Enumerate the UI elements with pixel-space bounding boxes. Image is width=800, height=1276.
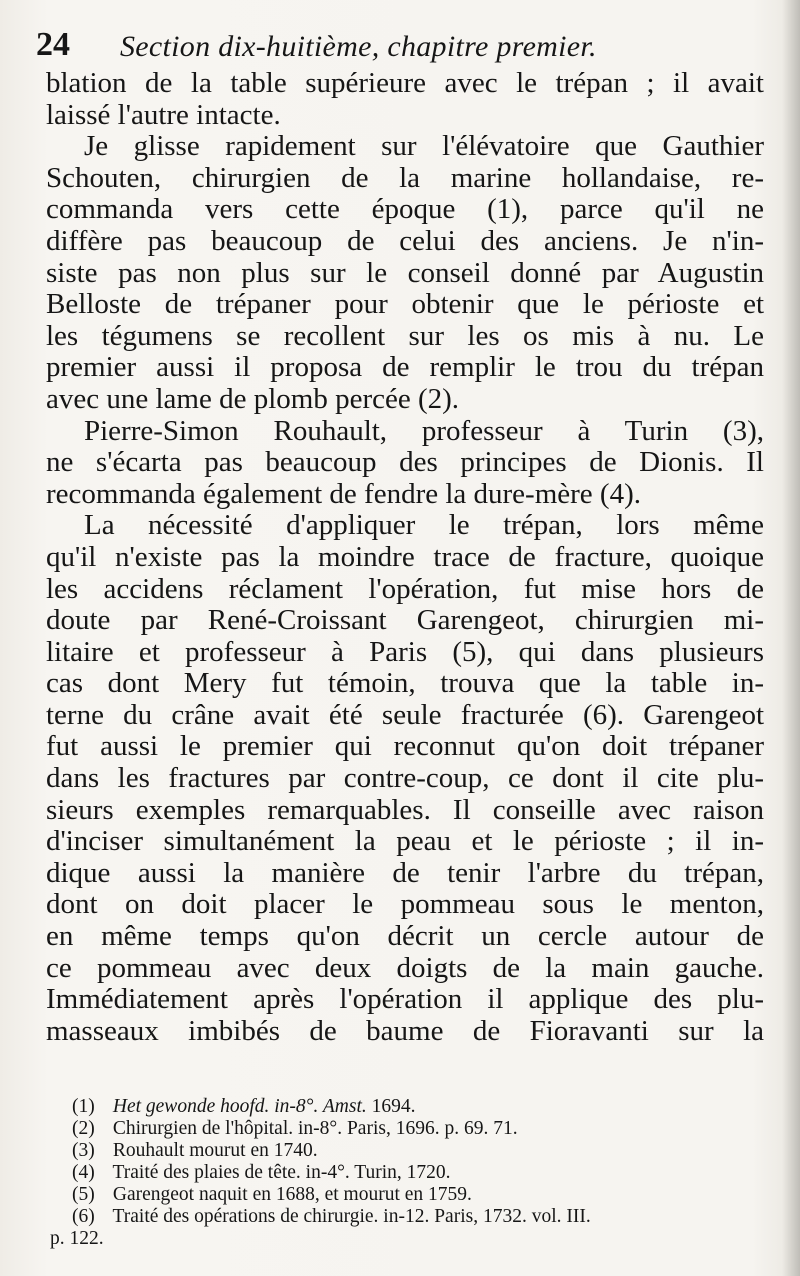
body-line: premier aussi il proposa de remplir le trou du trépan (46, 351, 764, 384)
body-text (46, 68, 764, 1047)
page-edge-shadow (782, 0, 800, 1276)
footnote (50, 1140, 762, 1162)
body-line: dont on doit placer le pommeau sous le menton, (46, 888, 764, 921)
footnote-text: Traité des opérations de chirurgie. in-12. Paris, 1732. vol. III. (112, 1206, 591, 1227)
body-line: en même temps qu'on décrit un cercle autour de (46, 920, 764, 953)
footnote (50, 1206, 762, 1228)
running-head: Section dix-huitième, chapitre premier. (120, 30, 597, 63)
body-line: siste pas non plus sur le conseil donné par Augustin (46, 256, 764, 289)
body-line: blation de la table supérieure avec le trépan ; il avait (46, 67, 764, 99)
body-line: ce pommeau avec deux doigts de la main gauche. (46, 951, 764, 984)
page-number: 24 (36, 26, 70, 63)
footnote-mark: (1) (72, 1096, 95, 1117)
body-line: sieurs exemples remarquables. Il conseille avec raison (46, 793, 764, 826)
footnote (50, 1096, 762, 1118)
footnote-continuation: p. 122. (50, 1228, 104, 1249)
body-line: commanda vers cette époque (1), parce qu'il ne (46, 193, 764, 226)
body-line: les accidens réclament l'opération, fut mise hors de (46, 572, 764, 605)
body-line: fut aussi le premier qui reconnut qu'on doit trépaner (46, 730, 764, 763)
body-line: Belloste de trépaner pour obtenir que le périoste et (46, 288, 764, 321)
footnote-title: Het gewonde hoofd. in-8°. Amst. (112, 1096, 367, 1117)
footnote-mark: (6) (72, 1206, 95, 1227)
body-line: terne du crâne avait été seule fracturée (6). Garengeot (46, 698, 764, 731)
footnote-mark: (5) (72, 1184, 95, 1205)
body-line: Schouten, chirurgien de la marine hollandaise, re- (46, 161, 764, 194)
body-line: masseaux imbibés de baume de Fioravanti sur la (46, 1014, 764, 1047)
footnote-text: Garengeot naquit en 1688, et mourut en 1759. (112, 1184, 472, 1205)
body-line: laissé l'autre intacte. (46, 98, 281, 131)
body-line: Pierre-Simon Rouhault, professeur à Turin (3), (84, 414, 764, 447)
body-line: La nécessité d'appliquer le trépan, lors même (84, 509, 764, 542)
body-line: recommanda également de fendre la dure-mère (4). (46, 477, 641, 510)
footnote-text: Traité des plaies de tête. in-4°. Turin, 1720. (112, 1162, 451, 1183)
body-line: cas dont Mery fut témoin, trouva que la table in- (46, 667, 764, 700)
footnote-text: 1694. (366, 1096, 416, 1117)
body-line: qu'il n'existe pas la moindre trace de fracture, quoique (46, 540, 764, 573)
body-line: diffère pas beaucoup de celui des anciens. Je n'in- (46, 224, 764, 257)
body-line: avec une lame de plomb percée (2). (46, 382, 460, 415)
footnote-mark: (4) (72, 1162, 95, 1183)
page-header (36, 22, 766, 66)
body-line: litaire et professeur à Paris (5), qui dans plusieurs (46, 635, 764, 668)
footnote (50, 1118, 762, 1140)
footnote-text: Rouhault mourut en 1740. (112, 1140, 318, 1161)
body-line: doute par René-Croissant Garengeot, chirurgien mi- (46, 604, 764, 637)
body-line: les tégumens se recollent sur les os mis à nu. Le (46, 319, 764, 352)
body-line: dique aussi la manière de tenir l'arbre du trépan, (46, 856, 764, 889)
body-line: Je glisse rapidement sur l'élévatoire que Gauthier (84, 130, 764, 163)
footnote-mark: (2) (72, 1118, 95, 1139)
footnotes (50, 1096, 762, 1250)
body-line: d'inciser simultanément la peau et le périoste ; il in- (46, 825, 764, 858)
body-line: Immédiatement après l'opération il applique des plu- (46, 983, 764, 1016)
body-line: ne s'écarta pas beaucoup des principes de Dionis. Il (46, 446, 764, 479)
footnote (50, 1184, 762, 1206)
footnote (50, 1162, 762, 1184)
footnote-mark: (3) (72, 1140, 95, 1161)
footnote-text: Chirurgien de l'hôpital. in-8°. Paris, 1696. p. 69. 71. (112, 1118, 518, 1139)
body-line: dans les fractures par contre-coup, ce dont il cite plu- (46, 762, 764, 795)
